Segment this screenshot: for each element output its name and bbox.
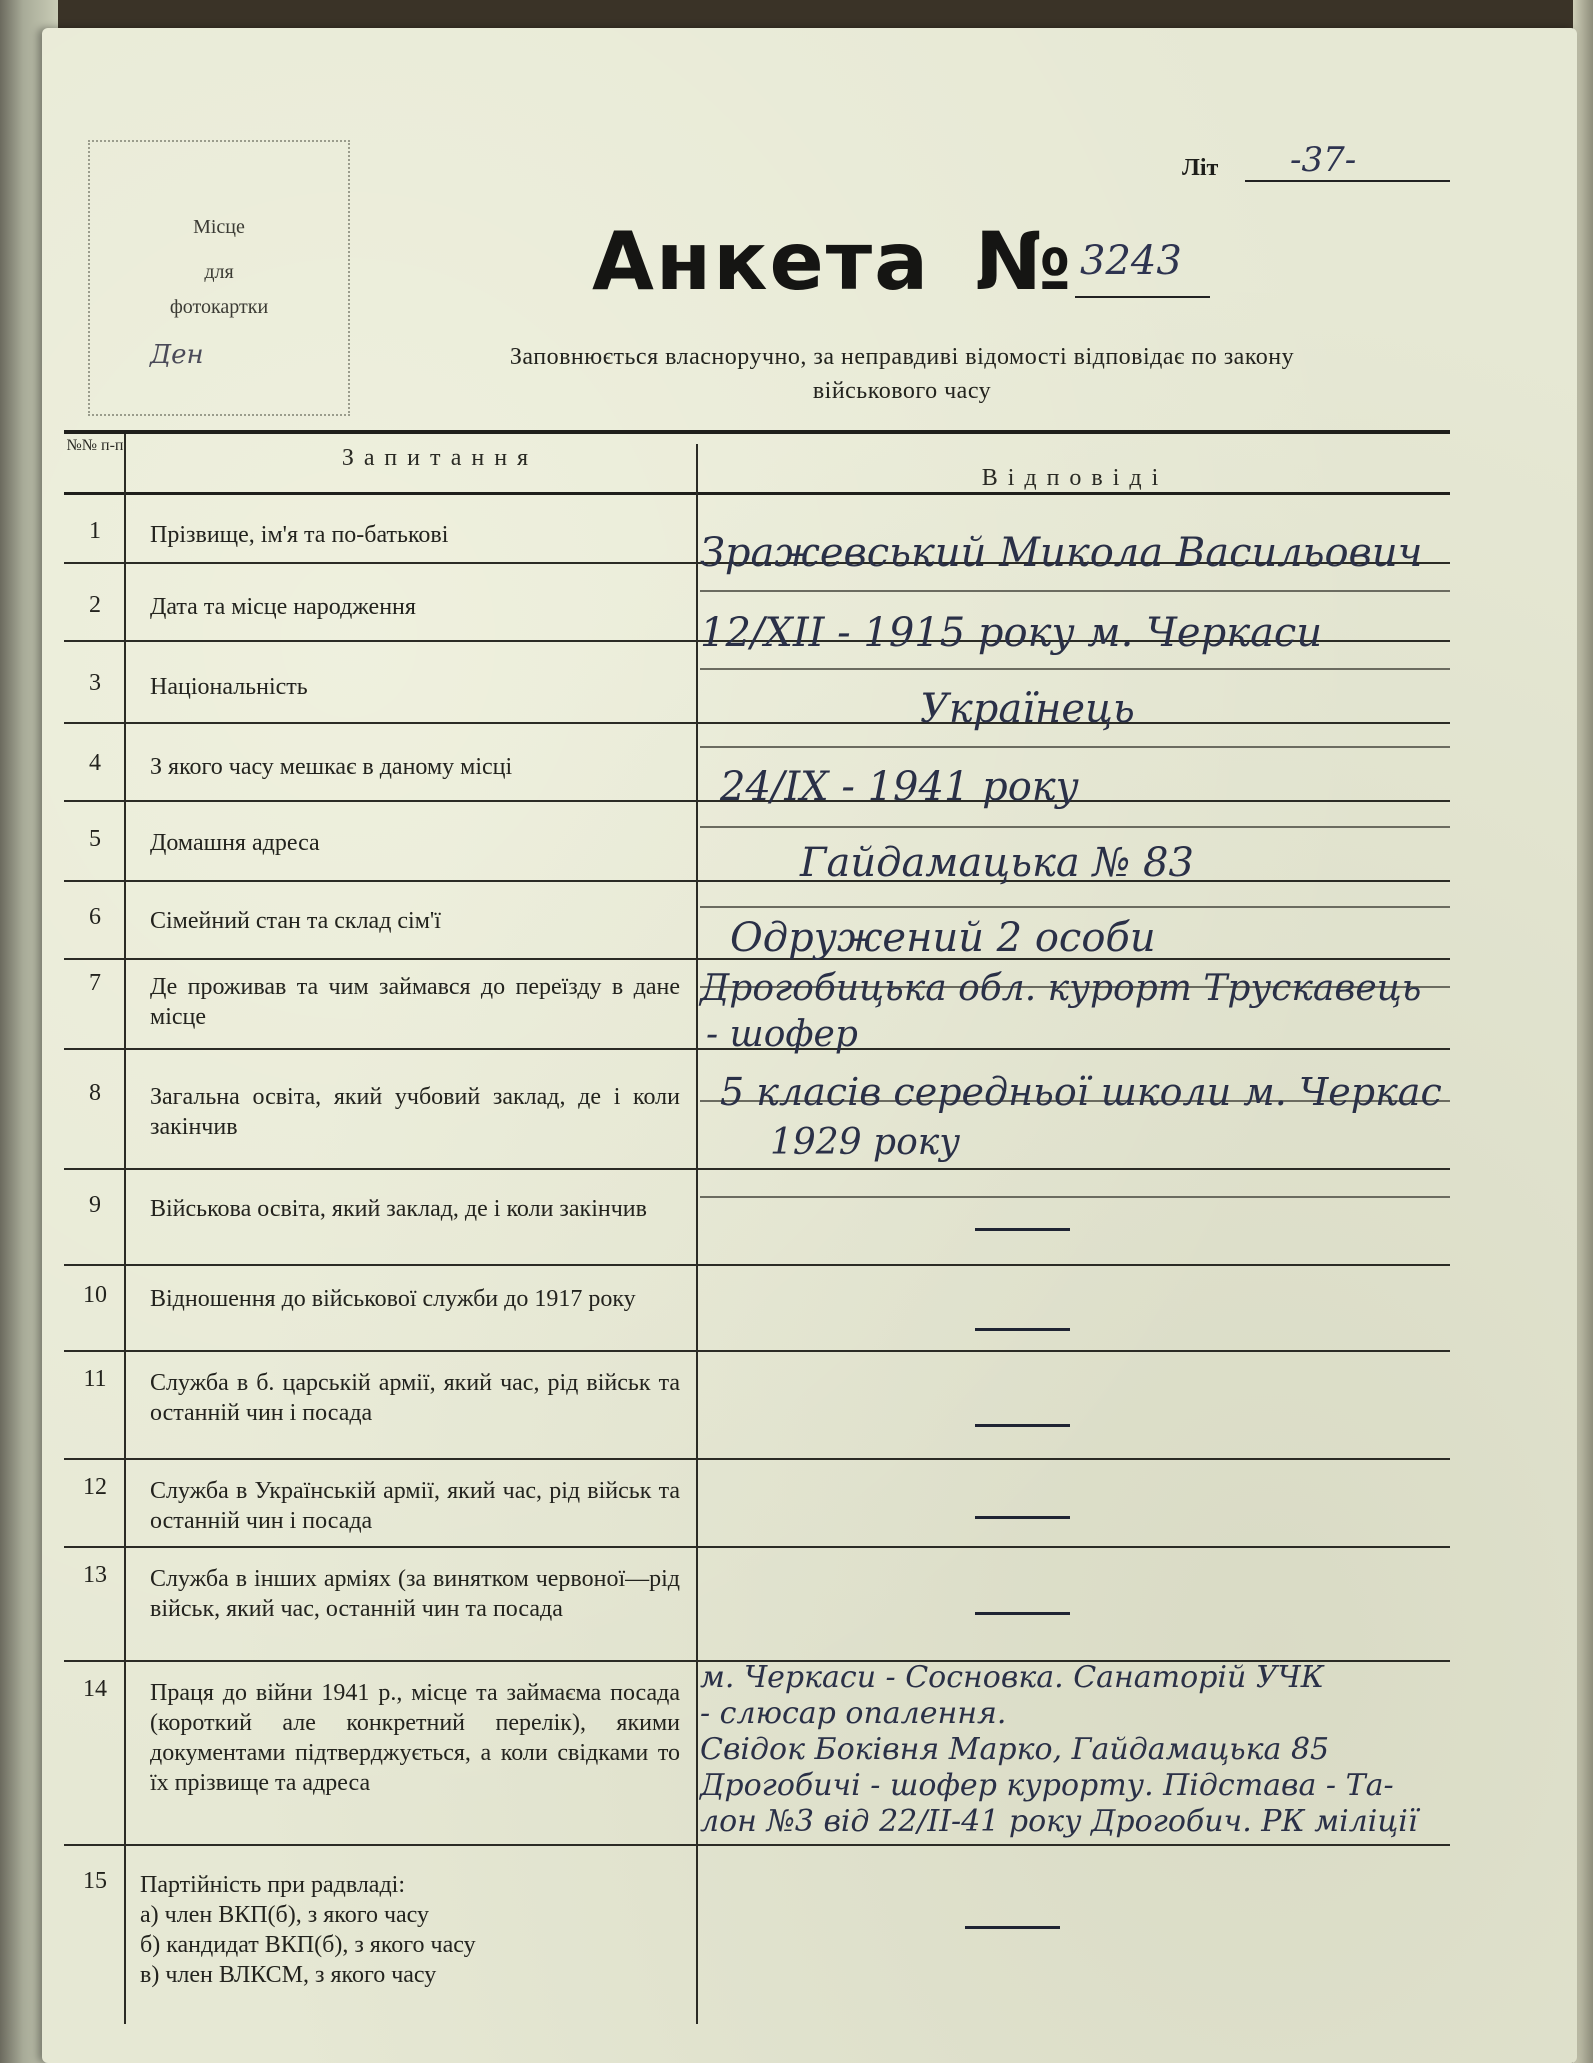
row-number: 4 xyxy=(89,750,101,776)
column-header-question: Запитання xyxy=(341,445,539,471)
row-divider xyxy=(64,880,1450,882)
photo-signature: Ден xyxy=(150,340,204,370)
answer-handwriting: 1929 року xyxy=(770,1122,961,1163)
answer-handwriting: Свідок Боківня Марко, Гайдамацька 85 xyxy=(700,1732,1330,1767)
lit-number: -37- xyxy=(1290,140,1357,180)
answer-underline xyxy=(700,826,1450,828)
row-divider xyxy=(64,1350,1450,1352)
answer-dash xyxy=(975,1424,1070,1427)
number-sign: № xyxy=(975,215,1072,308)
photo-label-2: для xyxy=(204,261,234,283)
row-number: 1 xyxy=(89,518,101,544)
question-text: Служба в б. царській армії, який час, рід військ та останній чин і посада xyxy=(150,1370,680,1426)
column-header-answer: Відповіді xyxy=(981,465,1169,491)
row-number: 13 xyxy=(83,1562,107,1588)
question-text: Служба в інших арміях (за винятком червоної—рід військ, який час, останній чин та посада xyxy=(150,1566,680,1622)
answer-underline xyxy=(700,668,1450,670)
answer-handwriting: Зражевський Микола Васильович xyxy=(700,530,1423,576)
answer-dash xyxy=(965,1926,1060,1929)
party-option-b: б) кандидат ВКП(б), з якого часу xyxy=(140,1932,476,1958)
party-heading: Партійність при радвладі: xyxy=(140,1872,406,1898)
row-divider xyxy=(64,1264,1450,1266)
row-divider xyxy=(64,1458,1450,1460)
answer-underline xyxy=(700,906,1450,908)
answer-handwriting: м. Черкаси - Сосновка. Санаторій УЧК xyxy=(700,1660,1324,1695)
question-text: Сімейний стан та склад сім'ї xyxy=(150,908,441,934)
row-number: 11 xyxy=(83,1366,107,1392)
answer-handwriting: 24/IX - 1941 року xyxy=(720,764,1079,810)
instructions xyxy=(372,340,1432,408)
row-number: 15 xyxy=(83,1868,107,1894)
row-number: 2 xyxy=(89,592,101,618)
question-text: Військова освіта, який заклад, де і коли закінчив xyxy=(150,1196,647,1222)
question-text: Відношення до військової служби до 1917 року xyxy=(150,1286,636,1312)
answer-dash xyxy=(975,1328,1070,1331)
number-underline xyxy=(1075,296,1210,298)
party-option-c: в) член ВЛКСМ, з якого часу xyxy=(140,1962,437,1988)
answer-dash xyxy=(975,1516,1070,1519)
answer-handwriting: - слюсар опалення. xyxy=(700,1696,1007,1731)
answer-handwriting: Дрогобичі - шофер курорту. Підстава - Та- xyxy=(700,1768,1394,1803)
page-title: Анкета xyxy=(592,215,931,308)
answer-handwriting: - шофер xyxy=(706,1014,858,1055)
row-number: 5 xyxy=(89,826,101,852)
question-text: З якого часу мешкає в даному місці xyxy=(150,754,513,780)
question-text: Домашня адреса xyxy=(150,830,320,856)
party-option-a: а) член ВКП(б), з якого часу xyxy=(140,1902,429,1928)
row-number: 10 xyxy=(83,1282,107,1308)
answer-handwriting: Українець xyxy=(920,686,1135,732)
row-divider xyxy=(64,1844,1450,1846)
answer-underline xyxy=(700,590,1450,592)
question-text: Національність xyxy=(150,674,308,700)
answer-handwriting: лон №3 від 22/II-41 року Дрогобич. РК міліції xyxy=(700,1804,1418,1839)
answer-underline xyxy=(700,746,1450,748)
lit-label: Літ xyxy=(1182,155,1219,181)
answer-handwriting: Гайдамацька № 83 xyxy=(800,840,1194,886)
question-text: Де проживав та чим займався до переїзду в дане місце xyxy=(150,974,680,1030)
question-text: Праця до війни 1941 р., місце та займаєма посада (короткий але конкретний перелік), якими документами підтверджується, а коли свідками то їх прізвище та адреса xyxy=(150,1680,680,1796)
row-number: 7 xyxy=(89,970,101,996)
answer-handwriting: Одружений 2 особи xyxy=(730,915,1156,961)
row-divider xyxy=(64,1168,1450,1170)
lit-underline xyxy=(1245,180,1450,182)
photo-label-3: фотокартки xyxy=(169,296,269,318)
question-text: Загальна освіта, який учбовий заклад, де і коли закінчив xyxy=(150,1084,680,1140)
question-text: Служба в Українській армії, який час, рід військ та останній чин і посада xyxy=(150,1478,680,1534)
answer-handwriting: 12/XII - 1915 року м. Черкаси xyxy=(700,610,1323,656)
header-divider xyxy=(64,492,1450,495)
instructions-line-1: Заповнюється власноручно, за неправдиві відомості відповідає по закону xyxy=(509,344,1295,370)
answer-handwriting: Дрогобицька обл. курорт Трускавець xyxy=(700,968,1422,1009)
question-text: Дата та місце народження xyxy=(150,594,416,620)
row-number: 3 xyxy=(89,670,101,696)
row-number: 8 xyxy=(89,1080,101,1106)
row-number: 12 xyxy=(83,1474,107,1500)
questionnaire-number: 3243 xyxy=(1080,238,1182,284)
photo-placeholder xyxy=(88,140,350,416)
answer-handwriting: 5 класів середньої школи м. Черкас xyxy=(720,1070,1442,1114)
instructions-line-2: військового часу xyxy=(812,378,992,404)
answer-dash xyxy=(975,1228,1070,1231)
answer-dash xyxy=(975,1612,1070,1615)
answer-underline xyxy=(700,1196,1450,1198)
row-divider xyxy=(64,722,1450,724)
question-text: Прізвище, ім'я та по-батькові xyxy=(150,522,449,548)
column-header-number: №№ п-п xyxy=(66,437,124,454)
photo-label-1: Місце xyxy=(193,216,245,238)
column-divider-2 xyxy=(696,444,698,2024)
row-divider xyxy=(64,1546,1450,1548)
row-number: 9 xyxy=(89,1192,101,1218)
row-number: 6 xyxy=(89,904,101,930)
row-number: 14 xyxy=(83,1676,107,1702)
question-text-party xyxy=(140,1870,680,1990)
